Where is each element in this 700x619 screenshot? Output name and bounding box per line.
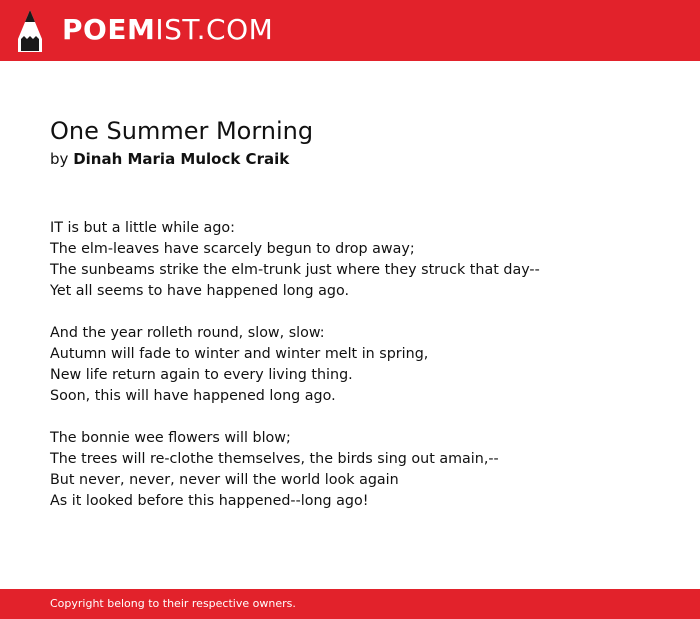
poem-line: Autumn will fade to winter and winter melt in spring,	[50, 346, 429, 362]
poem-line: The trees will re-clothe themselves, the birds sing out amain,--	[50, 451, 499, 467]
poem-line: Soon, this will have happened long ago.	[50, 388, 336, 404]
poem-line: And the year rolleth round, slow, slow:	[50, 325, 325, 341]
poem-body	[50, 218, 670, 533]
poem-title: One Summer Morning	[50, 117, 314, 145]
stanza	[50, 428, 670, 512]
poem-line: IT is but a little while ago:	[50, 220, 235, 236]
poem-line: Yet all seems to have happened long ago.	[50, 283, 350, 299]
poem-line: The sunbeams strike the elm-trunk just where they struck that day--	[50, 262, 540, 278]
brand-light-text: IST.COM	[155, 13, 274, 46]
site-footer	[0, 589, 700, 619]
poem-author: Dinah Maria Mulock Craik	[73, 150, 290, 168]
site-header	[0, 0, 700, 61]
poem-line: New life return again to every living thing.	[50, 367, 353, 383]
poem-byline	[50, 148, 289, 170]
copyright-notice: Copyright belong to their respective owners.	[50, 597, 296, 610]
poem-line: The bonnie wee flowers will blow;	[50, 430, 291, 446]
poem-line: But never, never, never will the world look again	[50, 472, 399, 488]
poem-line: The elm-leaves have scarcely begun to drop away;	[50, 241, 415, 257]
poem-line: As it looked before this happened--long ago!	[50, 493, 369, 509]
site-logo-text[interactable]	[62, 13, 273, 47]
pencil-icon[interactable]	[16, 9, 44, 53]
stanza	[50, 323, 670, 407]
brand-bold-text: POEM	[62, 13, 156, 46]
stanza	[50, 218, 670, 302]
by-label: by	[50, 150, 69, 168]
